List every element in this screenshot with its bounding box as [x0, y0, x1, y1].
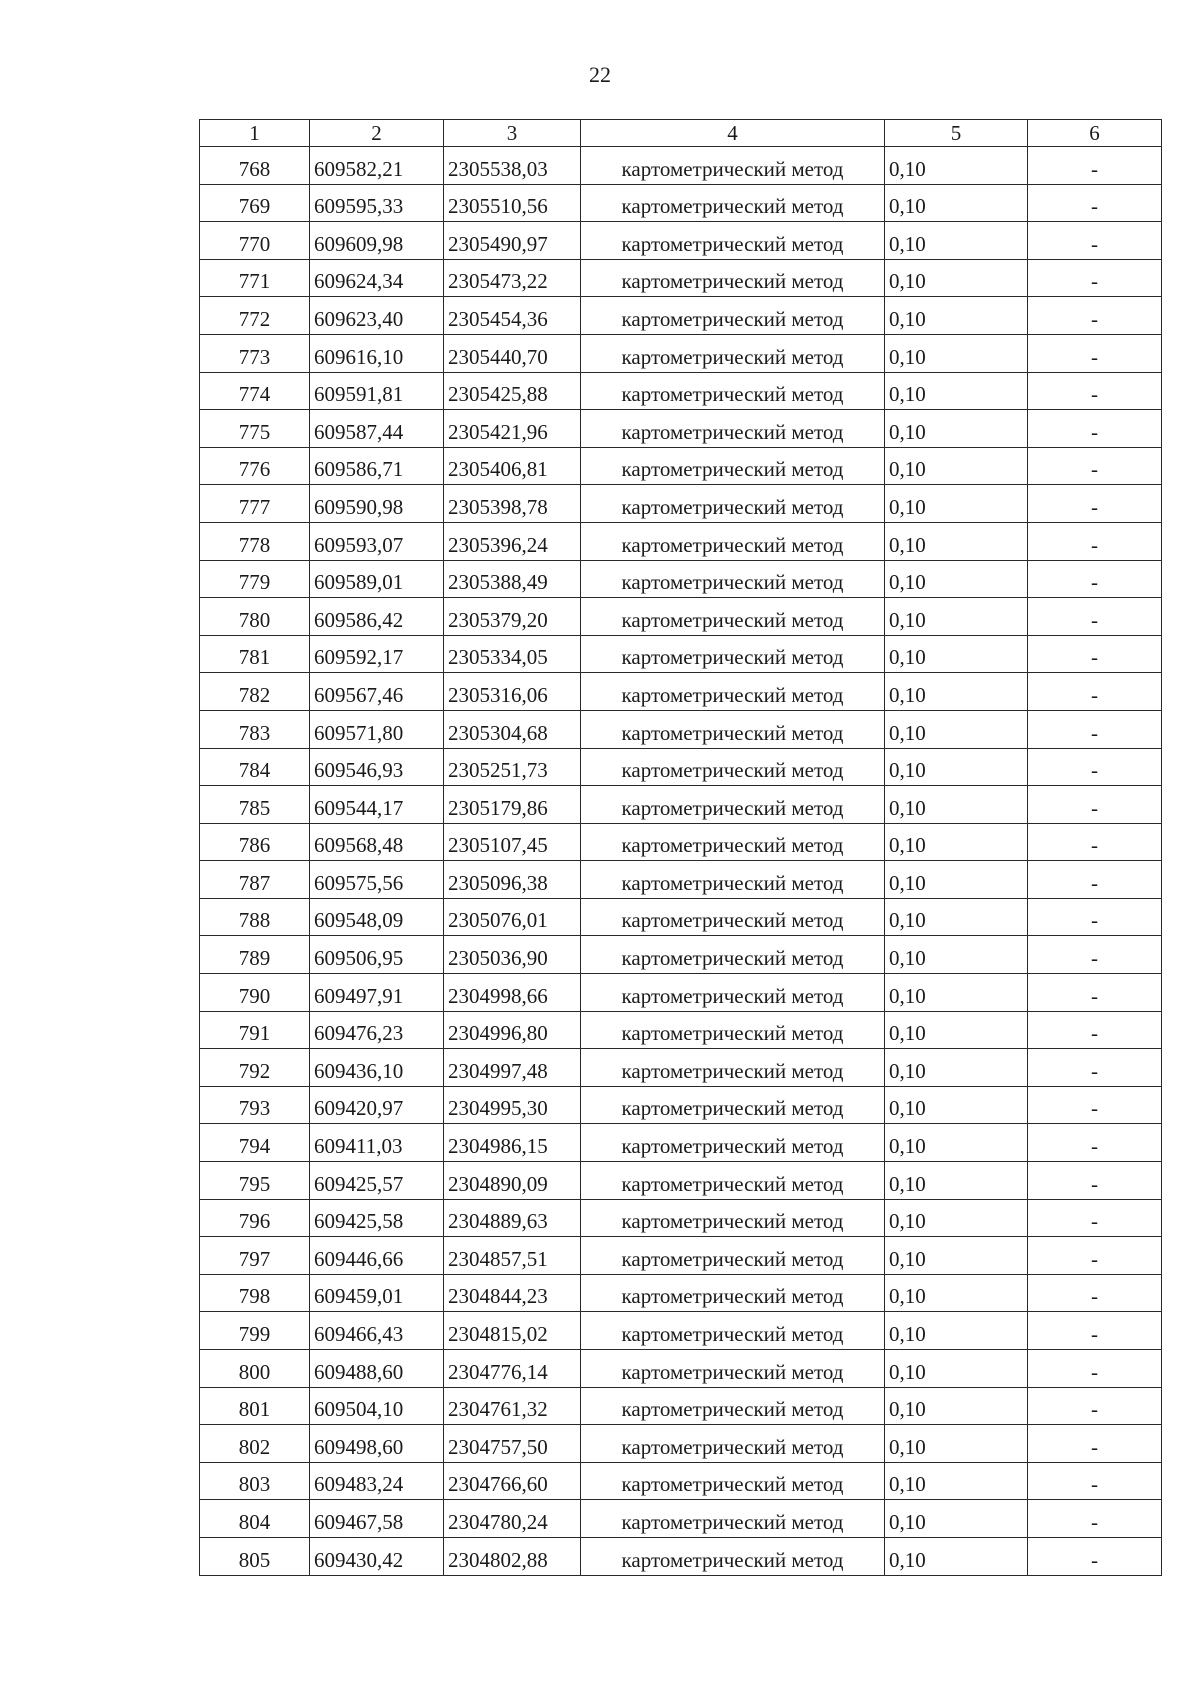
point-number-cell: 804	[200, 1500, 310, 1538]
note-cell: -	[1028, 522, 1162, 560]
column-header-1: 1	[200, 120, 310, 147]
accuracy-cell: 0,10	[885, 1387, 1028, 1425]
y-coordinate-cell: 2304889,63	[444, 1199, 581, 1237]
method-cell: картометрический метод	[581, 898, 885, 936]
y-coordinate-cell: 2304780,24	[444, 1500, 581, 1538]
point-number-cell: 769	[200, 184, 310, 222]
y-coordinate-cell: 2305334,05	[444, 635, 581, 673]
y-coordinate-cell: 2305398,78	[444, 485, 581, 523]
table-row	[200, 1500, 1162, 1538]
x-coordinate-cell: 609411,03	[310, 1124, 444, 1162]
x-coordinate-cell: 609591,81	[310, 372, 444, 410]
accuracy-cell: 0,10	[885, 334, 1028, 372]
note-cell: -	[1028, 710, 1162, 748]
y-coordinate-cell: 2305379,20	[444, 598, 581, 636]
method-cell: картометрический метод	[581, 1537, 885, 1575]
note-cell: -	[1028, 372, 1162, 410]
table-row	[200, 710, 1162, 748]
note-cell: -	[1028, 1199, 1162, 1237]
method-cell: картометрический метод	[581, 560, 885, 598]
method-cell: картометрический метод	[581, 222, 885, 260]
point-number-cell: 776	[200, 447, 310, 485]
x-coordinate-cell: 609425,57	[310, 1162, 444, 1200]
point-number-cell: 801	[200, 1387, 310, 1425]
point-number-cell: 791	[200, 1011, 310, 1049]
table-row	[200, 1537, 1162, 1575]
x-coordinate-cell: 609589,01	[310, 560, 444, 598]
table-body	[200, 147, 1162, 1576]
y-coordinate-cell: 2304761,32	[444, 1387, 581, 1425]
y-coordinate-cell: 2304890,09	[444, 1162, 581, 1200]
point-number-cell: 773	[200, 334, 310, 372]
y-coordinate-cell: 2305396,24	[444, 522, 581, 560]
note-cell: -	[1028, 1162, 1162, 1200]
table-row	[200, 560, 1162, 598]
table-row	[200, 222, 1162, 260]
table-row	[200, 1199, 1162, 1237]
y-coordinate-cell: 2304995,30	[444, 1086, 581, 1124]
method-cell: картометрический метод	[581, 1500, 885, 1538]
x-coordinate-cell: 609575,56	[310, 861, 444, 899]
point-number-cell: 777	[200, 485, 310, 523]
column-header-6: 6	[1028, 120, 1162, 147]
method-cell: картометрический метод	[581, 786, 885, 824]
method-cell: картометрический метод	[581, 1237, 885, 1275]
method-cell: картометрический метод	[581, 1011, 885, 1049]
point-number-cell: 783	[200, 710, 310, 748]
table-row	[200, 823, 1162, 861]
method-cell: картометрический метод	[581, 1312, 885, 1350]
x-coordinate-cell: 609476,23	[310, 1011, 444, 1049]
x-coordinate-cell: 609546,93	[310, 748, 444, 786]
point-number-cell: 771	[200, 259, 310, 297]
note-cell: -	[1028, 1011, 1162, 1049]
accuracy-cell: 0,10	[885, 974, 1028, 1012]
table-row	[200, 1011, 1162, 1049]
y-coordinate-cell: 2305251,73	[444, 748, 581, 786]
note-cell: -	[1028, 1312, 1162, 1350]
table-row	[200, 974, 1162, 1012]
note-cell: -	[1028, 1425, 1162, 1463]
accuracy-cell: 0,10	[885, 710, 1028, 748]
x-coordinate-cell: 609568,48	[310, 823, 444, 861]
accuracy-cell: 0,10	[885, 1350, 1028, 1388]
table-row	[200, 1462, 1162, 1500]
accuracy-cell: 0,10	[885, 673, 1028, 711]
column-header-5: 5	[885, 120, 1028, 147]
x-coordinate-cell: 609616,10	[310, 334, 444, 372]
accuracy-cell: 0,10	[885, 447, 1028, 485]
accuracy-cell: 0,10	[885, 259, 1028, 297]
point-number-cell: 779	[200, 560, 310, 598]
table-row	[200, 1086, 1162, 1124]
method-cell: картометрический метод	[581, 1425, 885, 1463]
coordinates-table	[199, 119, 1162, 1576]
table-row	[200, 372, 1162, 410]
note-cell: -	[1028, 410, 1162, 448]
y-coordinate-cell: 2304776,14	[444, 1350, 581, 1388]
table-row	[200, 898, 1162, 936]
accuracy-cell: 0,10	[885, 147, 1028, 185]
method-cell: картометрический метод	[581, 410, 885, 448]
note-cell: -	[1028, 1500, 1162, 1538]
y-coordinate-cell: 2305490,97	[444, 222, 581, 260]
y-coordinate-cell: 2304998,66	[444, 974, 581, 1012]
accuracy-cell: 0,10	[885, 1312, 1028, 1350]
accuracy-cell: 0,10	[885, 1199, 1028, 1237]
table-row	[200, 936, 1162, 974]
point-number-cell: 798	[200, 1274, 310, 1312]
method-cell: картометрический метод	[581, 748, 885, 786]
point-number-cell: 797	[200, 1237, 310, 1275]
y-coordinate-cell: 2305421,96	[444, 410, 581, 448]
y-coordinate-cell: 2304802,88	[444, 1537, 581, 1575]
point-number-cell: 786	[200, 823, 310, 861]
method-cell: картометрический метод	[581, 861, 885, 899]
y-coordinate-cell: 2305406,81	[444, 447, 581, 485]
point-number-cell: 800	[200, 1350, 310, 1388]
x-coordinate-cell: 609595,33	[310, 184, 444, 222]
table-row	[200, 1049, 1162, 1087]
method-cell: картометрический метод	[581, 673, 885, 711]
x-coordinate-cell: 609624,34	[310, 259, 444, 297]
accuracy-cell: 0,10	[885, 560, 1028, 598]
table-row	[200, 297, 1162, 335]
point-number-cell: 788	[200, 898, 310, 936]
method-cell: картометрический метод	[581, 598, 885, 636]
point-number-cell: 772	[200, 297, 310, 335]
method-cell: картометрический метод	[581, 447, 885, 485]
note-cell: -	[1028, 184, 1162, 222]
note-cell: -	[1028, 1350, 1162, 1388]
method-cell: картометрический метод	[581, 1124, 885, 1162]
x-coordinate-cell: 609497,91	[310, 974, 444, 1012]
x-coordinate-cell: 609567,46	[310, 673, 444, 711]
table-row	[200, 522, 1162, 560]
table-row	[200, 748, 1162, 786]
y-coordinate-cell: 2305316,06	[444, 673, 581, 711]
method-cell: картометрический метод	[581, 1199, 885, 1237]
y-coordinate-cell: 2305425,88	[444, 372, 581, 410]
point-number-cell: 793	[200, 1086, 310, 1124]
table-row	[200, 1162, 1162, 1200]
point-number-cell: 802	[200, 1425, 310, 1463]
y-coordinate-cell: 2304844,23	[444, 1274, 581, 1312]
y-coordinate-cell: 2305454,36	[444, 297, 581, 335]
note-cell: -	[1028, 635, 1162, 673]
y-coordinate-cell: 2304996,80	[444, 1011, 581, 1049]
note-cell: -	[1028, 1537, 1162, 1575]
note-cell: -	[1028, 297, 1162, 335]
y-coordinate-cell: 2305510,56	[444, 184, 581, 222]
method-cell: картометрический метод	[581, 1462, 885, 1500]
table-row	[200, 259, 1162, 297]
y-coordinate-cell: 2305107,45	[444, 823, 581, 861]
y-coordinate-cell: 2305473,22	[444, 259, 581, 297]
method-cell: картометрический метод	[581, 1274, 885, 1312]
accuracy-cell: 0,10	[885, 823, 1028, 861]
x-coordinate-cell: 609623,40	[310, 297, 444, 335]
point-number-cell: 775	[200, 410, 310, 448]
y-coordinate-cell: 2304766,60	[444, 1462, 581, 1500]
x-coordinate-cell: 609548,09	[310, 898, 444, 936]
y-coordinate-cell: 2304815,02	[444, 1312, 581, 1350]
page-number: 22	[589, 62, 611, 87]
method-cell: картометрический метод	[581, 1049, 885, 1087]
point-number-cell: 768	[200, 147, 310, 185]
table-header	[200, 120, 1162, 147]
x-coordinate-cell: 609467,58	[310, 1500, 444, 1538]
accuracy-cell: 0,10	[885, 1537, 1028, 1575]
note-cell: -	[1028, 974, 1162, 1012]
accuracy-cell: 0,10	[885, 372, 1028, 410]
table-row	[200, 334, 1162, 372]
point-number-cell: 774	[200, 372, 310, 410]
note-cell: -	[1028, 748, 1162, 786]
x-coordinate-cell: 609582,21	[310, 147, 444, 185]
y-coordinate-cell: 2305076,01	[444, 898, 581, 936]
point-number-cell: 784	[200, 748, 310, 786]
method-cell: картометрический метод	[581, 1162, 885, 1200]
table-row	[200, 1274, 1162, 1312]
accuracy-cell: 0,10	[885, 748, 1028, 786]
method-cell: картометрический метод	[581, 522, 885, 560]
table-row	[200, 1124, 1162, 1162]
accuracy-cell: 0,10	[885, 1500, 1028, 1538]
x-coordinate-cell: 609592,17	[310, 635, 444, 673]
point-number-cell: 781	[200, 635, 310, 673]
point-number-cell: 787	[200, 861, 310, 899]
method-cell: картометрический метод	[581, 710, 885, 748]
method-cell: картометрический метод	[581, 974, 885, 1012]
y-coordinate-cell: 2305304,68	[444, 710, 581, 748]
method-cell: картометрический метод	[581, 485, 885, 523]
point-number-cell: 790	[200, 974, 310, 1012]
y-coordinate-cell: 2305538,03	[444, 147, 581, 185]
point-number-cell: 792	[200, 1049, 310, 1087]
note-cell: -	[1028, 936, 1162, 974]
table-row	[200, 598, 1162, 636]
method-cell: картометрический метод	[581, 635, 885, 673]
method-cell: картометрический метод	[581, 297, 885, 335]
table-row	[200, 147, 1162, 185]
x-coordinate-cell: 609609,98	[310, 222, 444, 260]
note-cell: -	[1028, 1086, 1162, 1124]
y-coordinate-cell: 2305036,90	[444, 936, 581, 974]
accuracy-cell: 0,10	[885, 1162, 1028, 1200]
accuracy-cell: 0,10	[885, 635, 1028, 673]
x-coordinate-cell: 609459,01	[310, 1274, 444, 1312]
method-cell: картометрический метод	[581, 1350, 885, 1388]
note-cell: -	[1028, 447, 1162, 485]
y-coordinate-cell: 2305440,70	[444, 334, 581, 372]
table-row	[200, 1350, 1162, 1388]
accuracy-cell: 0,10	[885, 522, 1028, 560]
x-coordinate-cell: 609498,60	[310, 1425, 444, 1463]
x-coordinate-cell: 609590,98	[310, 485, 444, 523]
accuracy-cell: 0,10	[885, 936, 1028, 974]
y-coordinate-cell: 2305096,38	[444, 861, 581, 899]
accuracy-cell: 0,10	[885, 861, 1028, 899]
accuracy-cell: 0,10	[885, 410, 1028, 448]
table-row	[200, 635, 1162, 673]
note-cell: -	[1028, 786, 1162, 824]
accuracy-cell: 0,10	[885, 786, 1028, 824]
accuracy-cell: 0,10	[885, 1124, 1028, 1162]
method-cell: картометрический метод	[581, 823, 885, 861]
x-coordinate-cell: 609483,24	[310, 1462, 444, 1500]
method-cell: картометрический метод	[581, 147, 885, 185]
x-coordinate-cell: 609544,17	[310, 786, 444, 824]
method-cell: картометрический метод	[581, 1086, 885, 1124]
y-coordinate-cell: 2304997,48	[444, 1049, 581, 1087]
table-row	[200, 1312, 1162, 1350]
note-cell: -	[1028, 560, 1162, 598]
column-header-3: 3	[444, 120, 581, 147]
x-coordinate-cell: 609593,07	[310, 522, 444, 560]
point-number-cell: 785	[200, 786, 310, 824]
table-row	[200, 1425, 1162, 1463]
point-number-cell: 782	[200, 673, 310, 711]
point-number-cell: 805	[200, 1537, 310, 1575]
x-coordinate-cell: 609587,44	[310, 410, 444, 448]
accuracy-cell: 0,10	[885, 1011, 1028, 1049]
y-coordinate-cell: 2305388,49	[444, 560, 581, 598]
table-row	[200, 786, 1162, 824]
point-number-cell: 770	[200, 222, 310, 260]
point-number-cell: 778	[200, 522, 310, 560]
point-number-cell: 799	[200, 1312, 310, 1350]
accuracy-cell: 0,10	[885, 898, 1028, 936]
point-number-cell: 796	[200, 1199, 310, 1237]
table-row	[200, 1237, 1162, 1275]
y-coordinate-cell: 2304857,51	[444, 1237, 581, 1275]
note-cell: -	[1028, 1124, 1162, 1162]
x-coordinate-cell: 609436,10	[310, 1049, 444, 1087]
table-row	[200, 861, 1162, 899]
accuracy-cell: 0,10	[885, 1086, 1028, 1124]
note-cell: -	[1028, 1387, 1162, 1425]
point-number-cell: 794	[200, 1124, 310, 1162]
x-coordinate-cell: 609446,66	[310, 1237, 444, 1275]
accuracy-cell: 0,10	[885, 1237, 1028, 1275]
note-cell: -	[1028, 1462, 1162, 1500]
point-number-cell: 780	[200, 598, 310, 636]
header-row	[200, 120, 1162, 147]
note-cell: -	[1028, 861, 1162, 899]
accuracy-cell: 0,10	[885, 1274, 1028, 1312]
method-cell: картометрический метод	[581, 259, 885, 297]
x-coordinate-cell: 609466,43	[310, 1312, 444, 1350]
table-row	[200, 485, 1162, 523]
y-coordinate-cell: 2304757,50	[444, 1425, 581, 1463]
y-coordinate-cell: 2304986,15	[444, 1124, 581, 1162]
note-cell: -	[1028, 598, 1162, 636]
method-cell: картометрический метод	[581, 936, 885, 974]
note-cell: -	[1028, 1237, 1162, 1275]
x-coordinate-cell: 609420,97	[310, 1086, 444, 1124]
note-cell: -	[1028, 485, 1162, 523]
note-cell: -	[1028, 259, 1162, 297]
x-coordinate-cell: 609504,10	[310, 1387, 444, 1425]
accuracy-cell: 0,10	[885, 1425, 1028, 1463]
column-header-2: 2	[310, 120, 444, 147]
accuracy-cell: 0,10	[885, 1462, 1028, 1500]
x-coordinate-cell: 609425,58	[310, 1199, 444, 1237]
accuracy-cell: 0,10	[885, 222, 1028, 260]
method-cell: картометрический метод	[581, 184, 885, 222]
method-cell: картометрический метод	[581, 1387, 885, 1425]
x-coordinate-cell: 609586,71	[310, 447, 444, 485]
accuracy-cell: 0,10	[885, 297, 1028, 335]
accuracy-cell: 0,10	[885, 1049, 1028, 1087]
note-cell: -	[1028, 147, 1162, 185]
table-row	[200, 447, 1162, 485]
note-cell: -	[1028, 222, 1162, 260]
table-row	[200, 1387, 1162, 1425]
point-number-cell: 795	[200, 1162, 310, 1200]
note-cell: -	[1028, 898, 1162, 936]
note-cell: -	[1028, 673, 1162, 711]
note-cell: -	[1028, 823, 1162, 861]
table-row	[200, 184, 1162, 222]
note-cell: -	[1028, 334, 1162, 372]
point-number-cell: 803	[200, 1462, 310, 1500]
x-coordinate-cell: 609488,60	[310, 1350, 444, 1388]
method-cell: картометрический метод	[581, 334, 885, 372]
point-number-cell: 789	[200, 936, 310, 974]
note-cell: -	[1028, 1274, 1162, 1312]
note-cell: -	[1028, 1049, 1162, 1087]
table-row	[200, 673, 1162, 711]
accuracy-cell: 0,10	[885, 184, 1028, 222]
accuracy-cell: 0,10	[885, 598, 1028, 636]
y-coordinate-cell: 2305179,86	[444, 786, 581, 824]
table-row	[200, 410, 1162, 448]
column-header-4: 4	[581, 120, 885, 147]
x-coordinate-cell: 609506,95	[310, 936, 444, 974]
x-coordinate-cell: 609586,42	[310, 598, 444, 636]
method-cell: картометрический метод	[581, 372, 885, 410]
x-coordinate-cell: 609430,42	[310, 1537, 444, 1575]
accuracy-cell: 0,10	[885, 485, 1028, 523]
x-coordinate-cell: 609571,80	[310, 710, 444, 748]
